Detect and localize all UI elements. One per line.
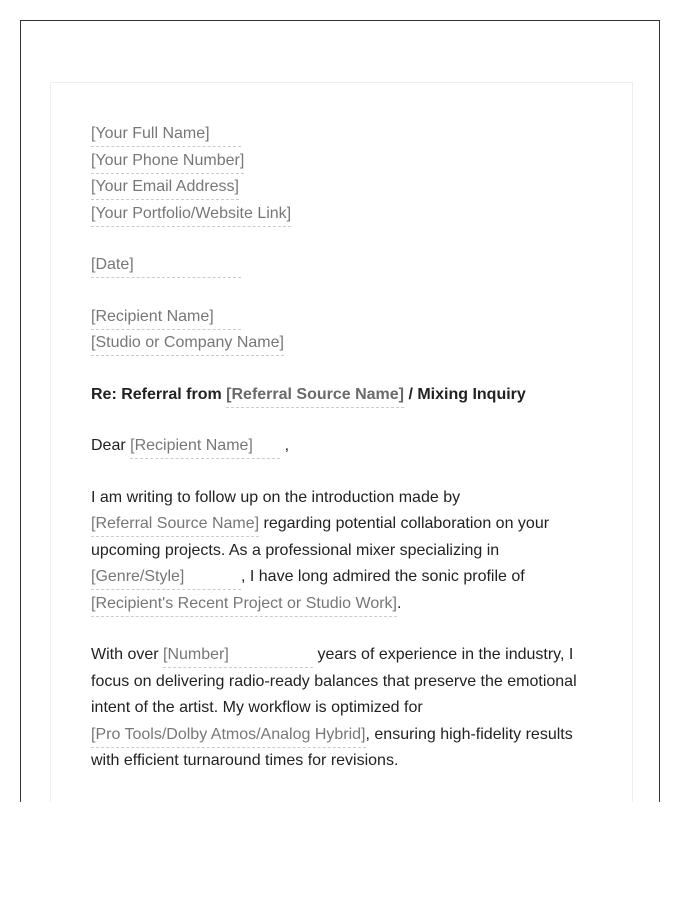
para2-number-field[interactable]: [Number]	[163, 643, 313, 668]
subject-suffix: / Mixing Inquiry	[408, 385, 526, 403]
para1-text-1: I am writing to follow up on the introduction made by	[91, 488, 461, 506]
sender-phone-field[interactable]: [Your Phone Number]	[91, 149, 244, 174]
para1-text-3: , I have long admired the sonic profile of	[241, 568, 525, 585]
sender-name-field[interactable]: [Your Full Name]	[91, 122, 241, 147]
para1-genre-field[interactable]: [Genre/Style]	[91, 565, 241, 590]
sender-email-field[interactable]: [Your Email Address]	[91, 175, 239, 200]
subject-referral-field[interactable]: [Referral Source Name]	[226, 383, 404, 408]
date-field[interactable]: [Date]	[91, 253, 241, 278]
para1-text-2: regarding potential collaboration on your upcoming projects. As a professional mixer specializing in	[91, 515, 550, 559]
salutation-suffix: ,	[284, 437, 290, 454]
para2-workflow-field[interactable]: [Pro Tools/Dolby Atmos/Analog Hybrid]	[91, 723, 366, 748]
salutation-name-field[interactable]: [Recipient Name]	[130, 434, 280, 459]
para1-work-field[interactable]: [Recipient's Recent Project or Studio Work]	[91, 592, 397, 617]
sender-portfolio-field[interactable]: [Your Portfolio/Website Link]	[91, 202, 291, 227]
paragraph-1	[91, 485, 591, 618]
para1-text-4: .	[397, 594, 402, 612]
letter-content	[91, 121, 591, 775]
para1-referral-field[interactable]: [Referral Source Name]	[91, 512, 259, 537]
letter-paper	[50, 82, 633, 802]
para2-text-3: , ensuring high-fidelity results with efficient turnaround times for revisions.	[91, 725, 573, 769]
subject-line	[91, 382, 591, 409]
page-frame	[20, 20, 660, 802]
subject-prefix: Re: Referral from	[91, 385, 222, 403]
recipient-name-field[interactable]: [Recipient Name]	[91, 305, 241, 330]
para2-text-2: years of experience in the industry, I focus on delivering radio-ready balances that preserve the emotional intent of the artist. My workflow is optimized for	[91, 646, 577, 716]
para2-text-1: With over	[91, 646, 159, 663]
salutation	[91, 433, 591, 460]
recipient-company-field[interactable]: [Studio or Company Name]	[91, 331, 284, 356]
salutation-prefix: Dear	[91, 437, 126, 454]
paragraph-2	[91, 642, 591, 775]
